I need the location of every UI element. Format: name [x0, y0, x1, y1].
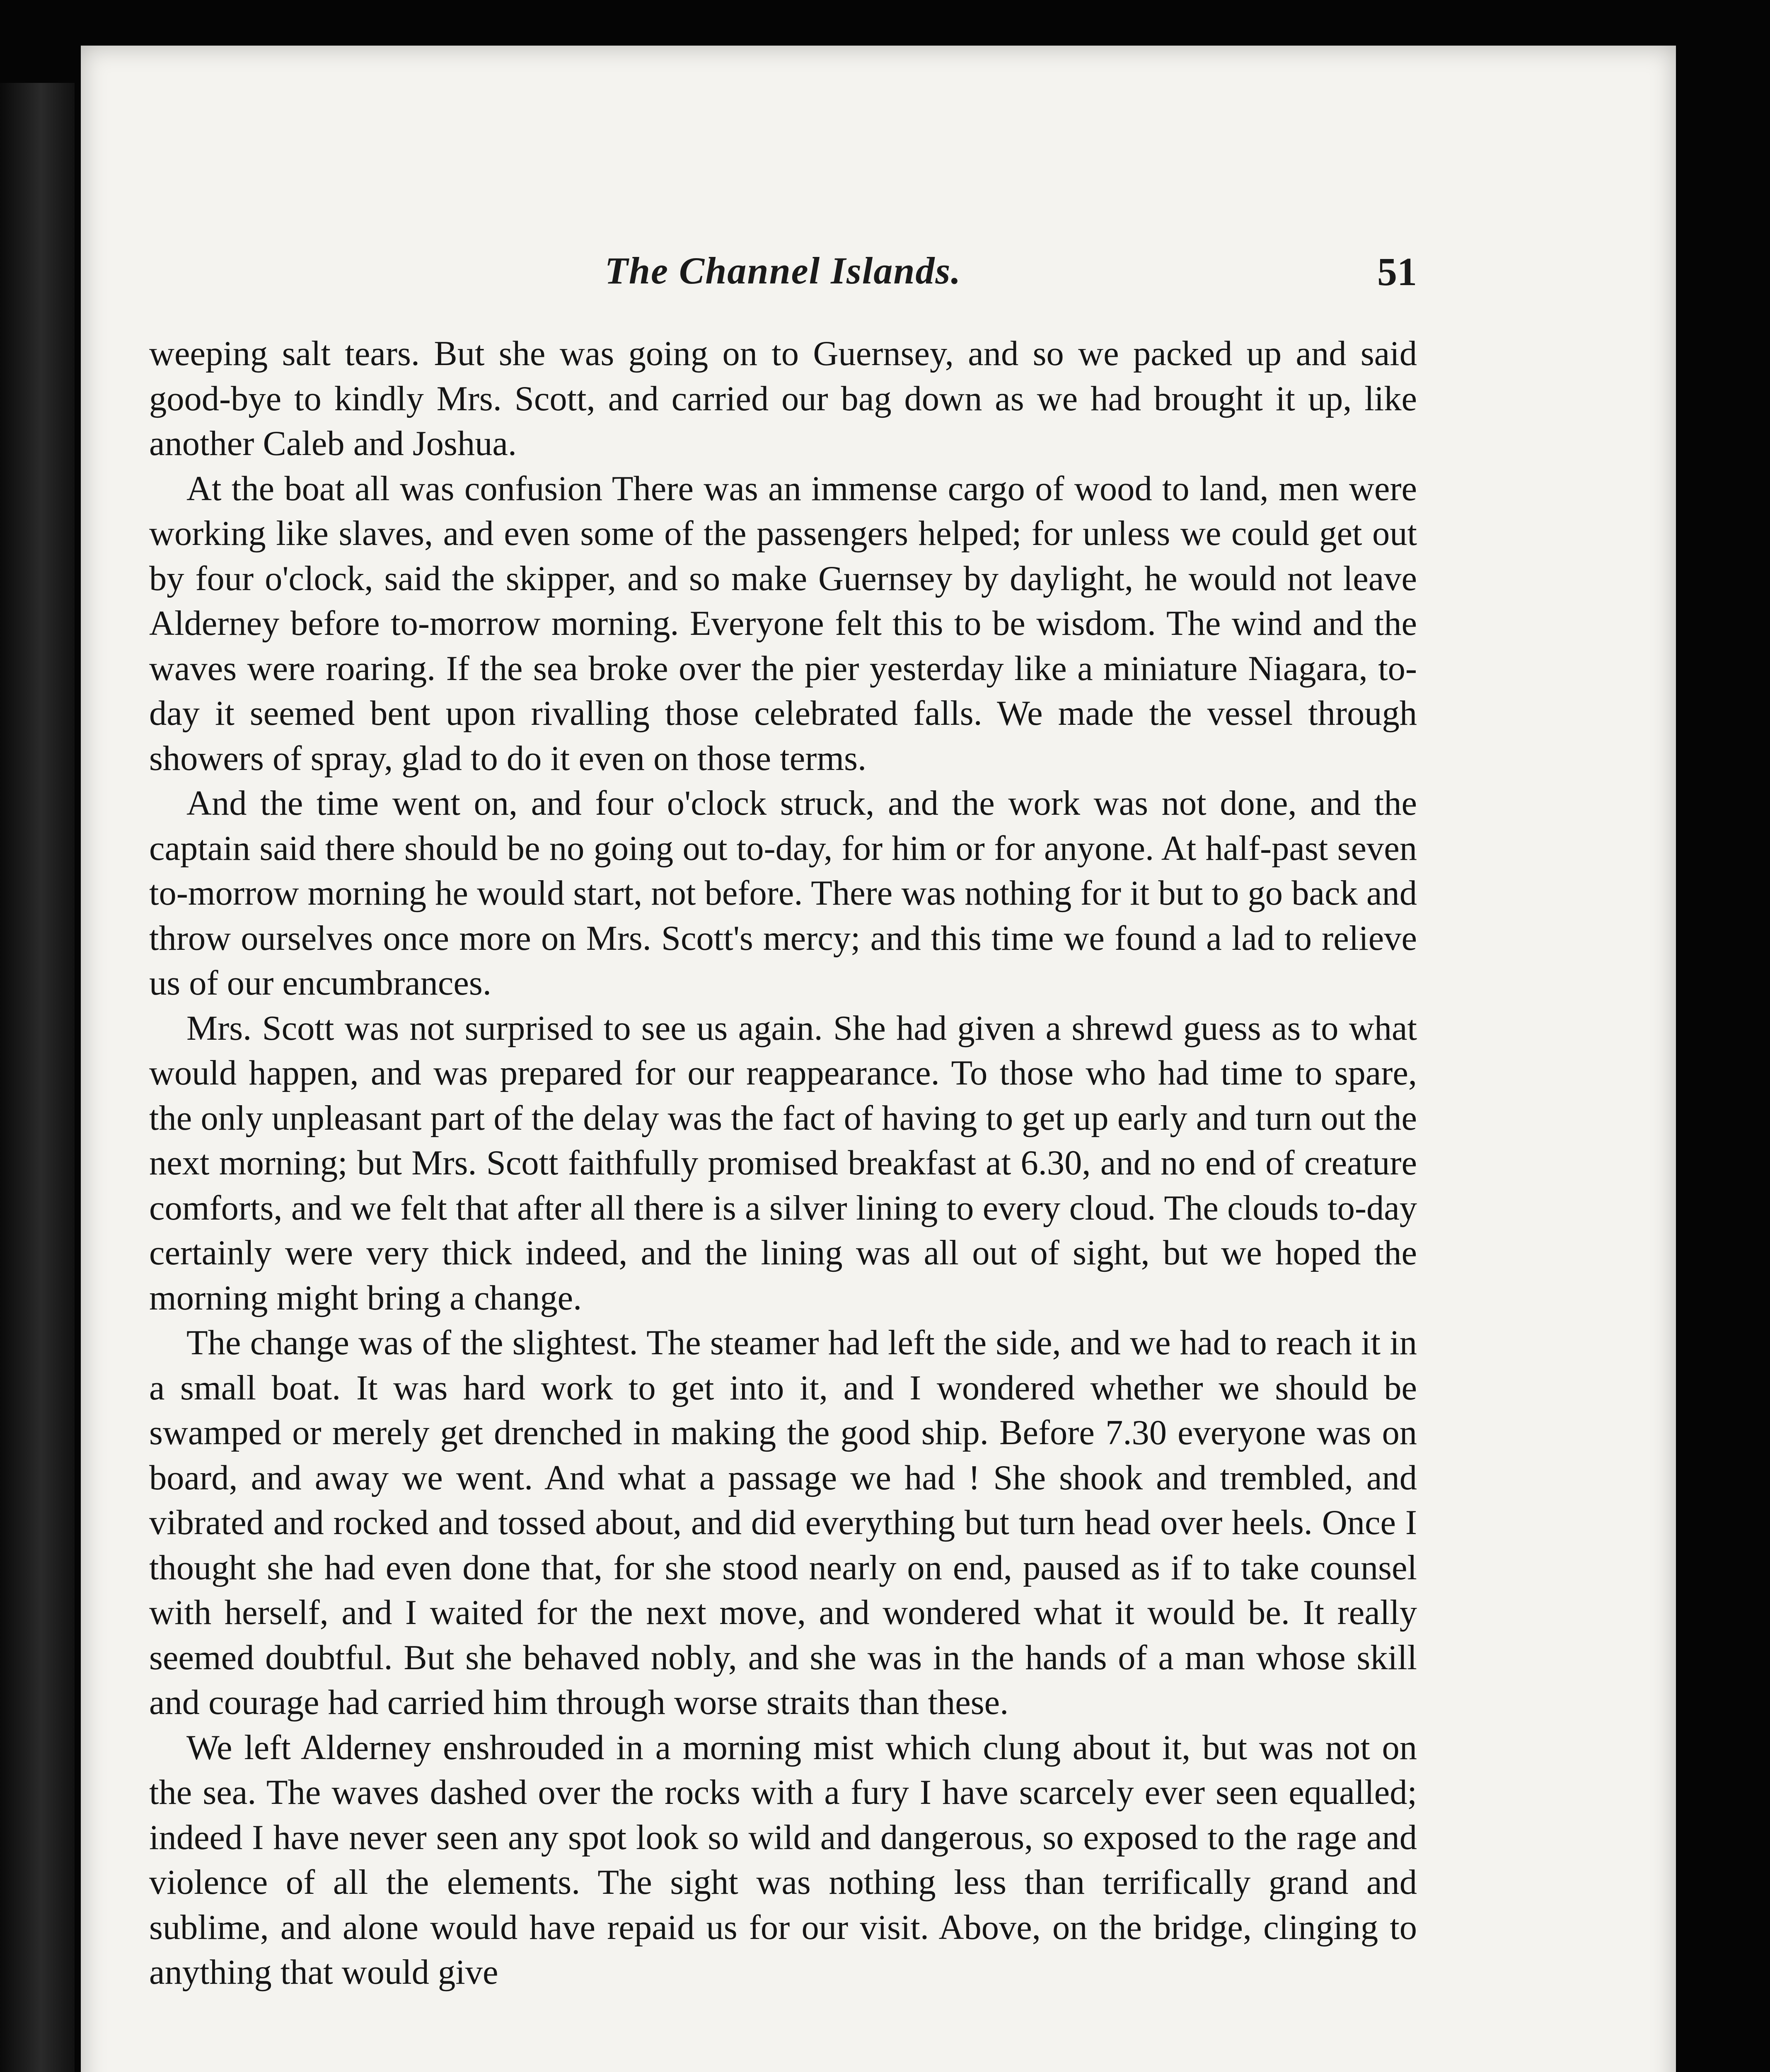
paragraph-5: The change was of the slightest. The steamer had left the side, and we had to reach it in a small boat. It was hard work to get into it, and I wondered whether we should be swamped or merely get drenched in making the good ship. Before 7.30 everyone was on board, and away we went. And what a passage we had ! She shook and trembled, and vibrated and rocked and tossed about, and did everything but turn head over heels. Once I thought she had even done that, for she stood nearly on end, paused as if to take counsel with herself, and I waited for the next move, and wondered what it would be. It really seemed doubtful. But she behaved nobly, and she was in the hands of a man whose skill and courage had carried him through worse straits than these.: [149, 1324, 1417, 1722]
paragraph-1: weeping salt tears. But she was going on to Guernsey, and so we packed up and said good-bye to kindly Mrs. Scott, and carried our bag down as we had brought it up, like another Caleb and Joshua.: [149, 334, 1417, 463]
book-edge: [0, 83, 75, 2072]
paragraph-6: We left Alderney enshrouded in a morning mist which clung about it, but was not on the sea. The waves dashed over the rocks with a fury I have scarcely ever seen equalled; indeed I have never seen any spot look so wild and dangerous, so exposed to the rage and violence of all the elements. The sight was nothing less than terrifically grand and sublime, and alone would have repaid us for our visit. Above, on the bridge, clinging to anything that would give: [149, 1728, 1417, 1992]
page-number: 51: [1377, 249, 1417, 294]
paragraph-3: And the time went on, and four o'clock struck, and the work was not done, and the captain said there should be no going out to-day, for him or for anyone. At half-past seven to-morrow morning he would start, not before. There was nothing for it but to go back and throw ourselves once more on Mrs. Scott's mercy; and this time we found a lad to relieve us of our encumbrances.: [149, 784, 1417, 1002]
body-text: [149, 332, 1417, 1995]
running-title: The Channel Islands.: [605, 249, 962, 292]
paragraph-2: At the boat all was confusion There was an immense cargo of wood to land, men were working like slaves, and even some of the passengers helped; for unless we could get out by four o'clock, said the skipper, and so make Guernsey by daylight, he would not leave Alderney before to-morrow morning. Everyone felt this to be wisdom. The wind and the waves were roaring. If the sea broke over the pier yesterday like a miniature Niagara, to-day it seemed bent upon rivalling those celebrated falls. We made the vessel through showers of spray, glad to do it even on those terms.: [149, 469, 1417, 778]
paragraph-4: Mrs. Scott was not surprised to see us again. She had given a shrewd guess as to what would happen, and was prepared for our reappearance. To those who had time to spare, the only unpleasant part of the delay was the fact of having to get up early and turn out the next morning; but Mrs. Scott faithfully promised breakfast at 6.30, and no end of creature comforts, and we felt that after all there is a silver lining to every cloud. The clouds to-day certainly were very thick indeed, and the lining was all out of sight, but we hoped the morning might bring a change.: [149, 1009, 1417, 1317]
running-head: [149, 249, 1417, 315]
